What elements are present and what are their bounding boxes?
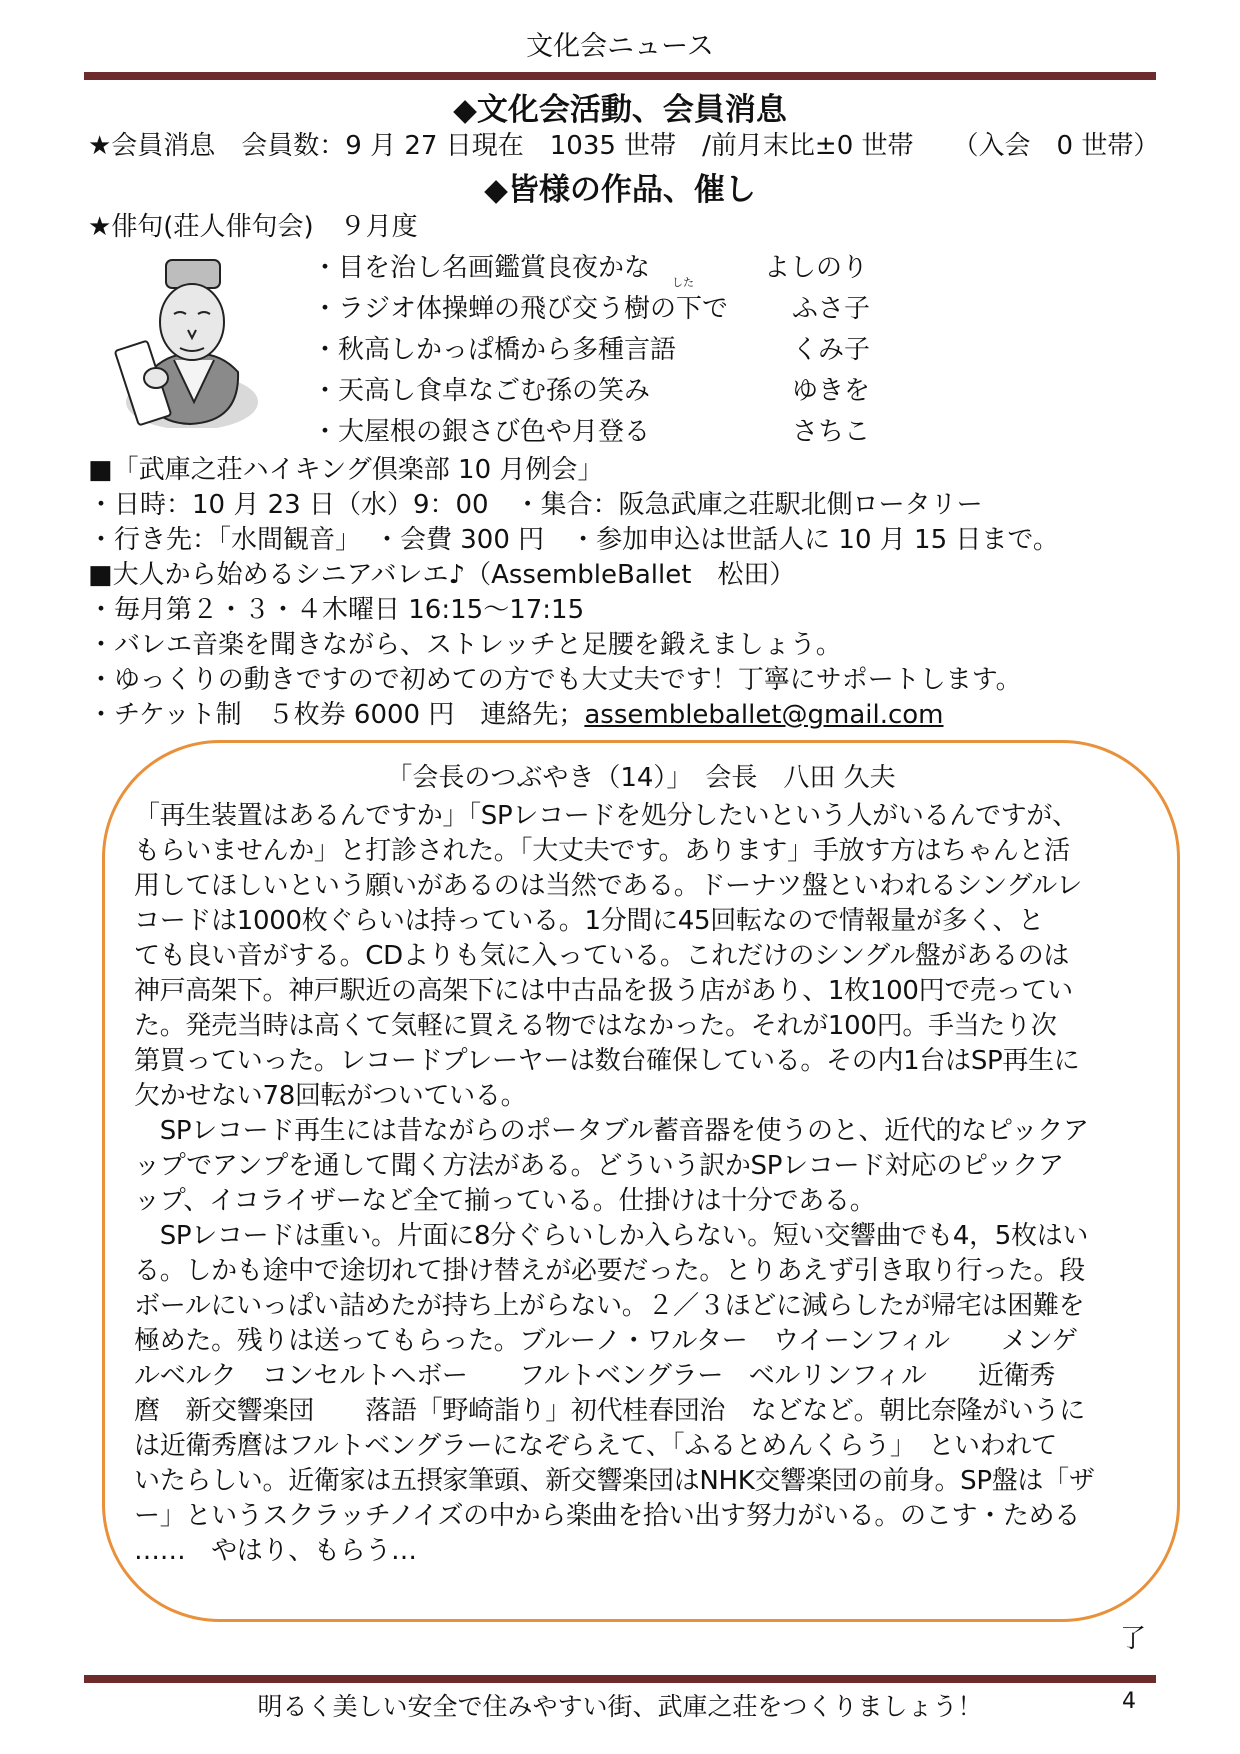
essay-line: コードは1000枚ぐらいは持っている。1分間に45回転なので情報量が多く、と — [134, 906, 1044, 936]
members-status-line: ★会員消息 会員数：9 月 27 日現在 1035 世帯 /前月末比±0 世帯 （入会 0 世帯） — [88, 131, 1160, 161]
hiking-line: ・日時：10 月 23 日（水）9：00 ・集合：阪急武庫之荘駅北側ロータリー — [88, 490, 983, 520]
haiku-text: ・目を治し名画鑑賞良夜かな — [312, 253, 651, 283]
essay-line: 欠かせない78回転がついている。 — [134, 1081, 527, 1111]
ballet-line: ・バレエ音楽を聞きながら、ストレッチと足腰を鍛えましょう。 — [88, 630, 842, 660]
essay-line: ルベルク コンセルトヘボー フルトベングラー ベルリンフィル 近衛秀 — [134, 1361, 1056, 1391]
ballet-contact-line — [88, 694, 944, 731]
haiku-section-title: ★俳句(荘人俳句会) ９月度 — [88, 212, 418, 242]
haiku-text-end: で — [702, 294, 729, 324]
haiku-ruby-word — [672, 276, 703, 325]
haiku-author: くみ子 — [792, 335, 871, 365]
essay-line: SPレコード再生には昔ながらのポータブル蓄音器を使うのと、近代的なピックア — [134, 1116, 1089, 1146]
footer-slogan: 明るく美しい安全で住みやすい街、武庫之荘をつくりましょう！ — [257, 1692, 983, 1721]
essay-line: 用してほしいという願いがあるのは当然である。ドーナツ盤といわれるシングルレ — [134, 871, 1083, 901]
essay-line: ップでアンプを通して聞く方法がある。どういう訳かSPレコード対応のピックア — [134, 1151, 1064, 1181]
footer-rule — [84, 1675, 1156, 1683]
haiku-item — [312, 247, 892, 284]
haiku-author: よしのり — [764, 253, 869, 283]
essay-line: た。発売当時は高くて気軽に買える物ではなかった。それが100円。手当たり次 — [134, 1011, 1057, 1041]
haiku-item — [312, 276, 892, 325]
essay-line: もらいませんか」と打診された。「大丈夫です。あります」手放す方はちゃんと活 — [134, 836, 1070, 866]
haiku-item — [312, 329, 892, 366]
furigana-reading: した — [672, 276, 695, 289]
haiku-author: ふさ子 — [792, 294, 871, 324]
section-heading-works: ◆皆様の作品、催し — [484, 172, 756, 208]
essay-line: ップ、イコライザーなど全て揃っている。仕掛けは十分である。 — [134, 1186, 876, 1216]
essay-line: …… やはり、もらう… — [134, 1536, 417, 1566]
header-rule — [84, 72, 1156, 80]
ballet-ticket-text: ・チケット制 ５枚券 6000 円 連絡先； — [88, 700, 585, 730]
essay-line: ボールにいっぱい詰めたが持ち上がらない。２／３ほどに減らしたが帰宅は困難を — [134, 1291, 1085, 1321]
contact-email-link[interactable]: assembleballet@gmail.com — [584, 700, 944, 730]
ballet-line: ・毎月第２・３・４木曜日 16:15～17:15 — [88, 595, 585, 625]
haiku-item — [312, 370, 892, 407]
essay-line: いたらしい。近衛家は五摂家筆頭、新交響楽団はNHK交響楽団の前身。SP盤は「ザ — [134, 1466, 1095, 1496]
haiku-author: さちこ — [792, 417, 871, 447]
essay-line: ー」というスクラッチノイズの中から楽曲を拾い出す努力がいる。のこす・ためる — [134, 1501, 1080, 1531]
haiku-item — [312, 411, 892, 448]
ballet-title: ■大人から始めるシニアバレエ♪（AssembleBallet 松田） — [88, 560, 796, 590]
essay-line: 麿 新交響楽団 落語「野崎詣り」初代桂春団治 などなど。朝比奈隆がいうに — [134, 1396, 1085, 1426]
haiku-text: ・天高し食卓なごむ孫の笑み — [312, 376, 651, 406]
ballet-line: ・ゆっくりの動きですので初めての方でも大丈夫です！丁寧にサポートします。 — [88, 665, 1022, 695]
essay-line: ても良い音がする。CDよりも気に入っている。これだけのシングル盤があるのは — [134, 941, 1070, 971]
hiking-title: ■「武庫之荘ハイキング倶楽部 10 月例会」 — [88, 455, 604, 485]
essay-line: は近衛秀麿はフルトベングラーになぞらえて、「ふるとめんくらう」 といわれて — [134, 1431, 1057, 1461]
hiking-line: ・行き先：「水間観音」 ・会費 300 円 ・参加申込は世話人に 10 月 15 日まで。 — [88, 525, 1059, 555]
essay-line: 「再生装置はあるんですか」「SPレコードを処分したいという人がいるんですが、 — [134, 801, 1078, 831]
section-heading-activities: ◆文化会活動、会員消息 — [453, 92, 787, 128]
essay-line: 神戸高架下。神戸駅近の高架下には中古品を扱う店があり、1枚100円で売ってい — [134, 976, 1073, 1006]
essay-title: 「会長のつぶやき（14）」 会長 八田 久夫 — [386, 763, 896, 793]
essay-end-mark: 了 — [1120, 1624, 1147, 1654]
haiku-text: ・大屋根の銀さび色や月登る — [312, 417, 651, 447]
newsletter-title: 文化会ニュース — [526, 31, 714, 62]
haiku-text: ・ラジオ体操蝉の飛び交う樹の — [312, 294, 677, 324]
haiku-poet-illustration — [110, 252, 260, 428]
essay-line: 極めた。残りは送ってもらった。ブルーノ・ワルター ウイーンフィル メンゲ — [134, 1326, 1078, 1356]
page-number: 4 — [1122, 1689, 1136, 1714]
essay-line: る。しかも途中で途切れて掛け替えが必要だった。とりあえず引き取り行った。段 — [134, 1256, 1085, 1286]
haiku-text: ・秋高しかっぱ橋から多種言語 — [312, 335, 677, 365]
essay-line: 第買っていった。レコードプレーヤーは数台確保している。その内1台はSP再生に — [134, 1046, 1080, 1076]
ruby-base: 下 — [676, 294, 703, 324]
haiku-author: ゆきを — [792, 376, 871, 406]
essay-line: SPレコードは重い。片面に8分ぐらいしか入らない。短い交響曲でも4，5枚はい — [134, 1221, 1089, 1251]
